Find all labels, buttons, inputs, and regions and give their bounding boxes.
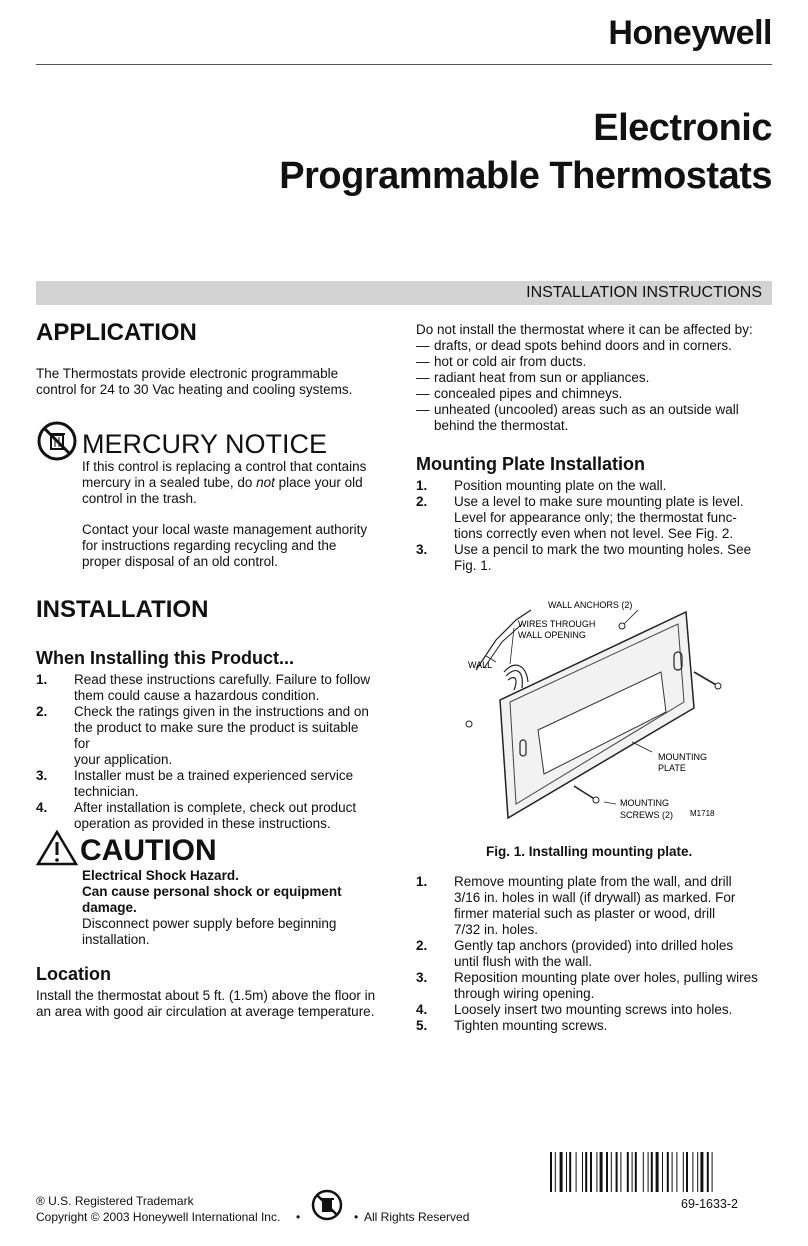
installation-instructions-bar	[36, 281, 772, 305]
item-number: 2.	[416, 494, 428, 509]
list-item	[416, 874, 776, 938]
item-line: 7/32 in. holes.	[454, 922, 539, 937]
barcode-bar	[616, 1152, 618, 1192]
barcode-bar	[560, 1152, 563, 1192]
mercury-line-2-b: place your old	[274, 475, 363, 490]
item-line: tions correctly even when not level. See Fig. 2.	[454, 526, 734, 541]
barcode-bars	[550, 1152, 713, 1192]
screw-bottom-head	[593, 797, 599, 803]
item-number: 1.	[36, 672, 48, 687]
barcode	[550, 1152, 772, 1192]
item-number: 1.	[416, 874, 428, 889]
barcode-bar	[648, 1152, 649, 1192]
avoid-intro: Do not install the thermostat where it can be affected by:	[416, 322, 753, 337]
location-heading: Location	[36, 964, 111, 984]
item-line: Read these instructions carefully. Failure to follow	[74, 672, 371, 687]
mounting-plate-figure	[456, 590, 756, 830]
item-line: Reposition mounting plate over holes, pulling wires	[454, 970, 758, 985]
item-line: Tighten mounting screws.	[454, 1018, 608, 1033]
item-line: behind the thermostat.	[434, 418, 569, 433]
barcode-bar	[555, 1152, 556, 1192]
mercury-notice-body-2	[82, 522, 367, 570]
item-number: 2.	[36, 704, 48, 719]
barcode-bar	[697, 1152, 698, 1192]
barcode-bar	[611, 1152, 612, 1192]
barcode-bar	[569, 1152, 571, 1192]
barcode-bar	[596, 1152, 597, 1192]
list-item	[36, 704, 376, 768]
item-number: 4.	[416, 1002, 428, 1017]
item-line: them could cause a hazardous condition.	[74, 688, 320, 703]
label-screws-1: MOUNTING	[620, 798, 669, 808]
item-line: the product to make sure the product is suitable for	[74, 720, 359, 751]
label-screws-2: SCREWS (2)	[620, 810, 674, 820]
list-item	[416, 938, 776, 970]
barcode-bar	[600, 1152, 603, 1192]
location-body	[36, 988, 375, 1020]
application-line-1: The Thermostats provide electronic programmable	[36, 366, 339, 381]
screw-bottom	[574, 786, 596, 800]
item-line: Use a pencil to mark the two mounting holes. See	[454, 542, 752, 557]
item-dash: —	[416, 402, 430, 417]
caution-line-1: Disconnect power supply before beginning	[82, 916, 337, 931]
label-wall: WALL	[468, 660, 493, 670]
list-item	[416, 970, 776, 1002]
footer-bullet-1: •	[296, 1210, 301, 1224]
figure-caption: Fig. 1. Installing mounting plate.	[486, 844, 693, 859]
barcode-bar	[676, 1152, 677, 1192]
item-line: After installation is complete, check out product	[74, 800, 357, 815]
item-number: 3.	[416, 542, 428, 557]
caution-body	[82, 868, 342, 948]
barcode-bar	[632, 1152, 633, 1192]
item-line: unheated (uncooled) areas such as an outside wall	[434, 402, 739, 417]
list-item	[416, 386, 776, 402]
mounting-steps-a	[416, 478, 776, 574]
installation-list	[36, 672, 376, 832]
item-line: 3/16 in. holes in wall (if drywall) as marked. For	[454, 890, 736, 905]
label-figure-code: M1718	[690, 809, 715, 818]
list-item	[36, 800, 376, 832]
item-line: Level for appearance only; the thermostat func-	[454, 510, 737, 525]
barcode-bar	[667, 1152, 669, 1192]
item-dash: —	[416, 354, 430, 369]
mounting-plate-heading: Mounting Plate Installation	[416, 454, 645, 474]
label-wall-anchors: WALL ANCHORS (2)	[548, 600, 633, 610]
barcode-bar	[707, 1152, 709, 1192]
title-line-2: Programmable Thermostats	[279, 155, 772, 197]
wire	[508, 678, 516, 690]
footer-rights: All Rights Reserved	[364, 1210, 470, 1224]
application-line-2: control for 24 to 30 Vac heating and cooling systems.	[36, 382, 353, 397]
barcode-bar	[582, 1152, 583, 1192]
label-wires-1: WIRES THROUGH	[518, 619, 596, 629]
mercury-line-3: control in the trash.	[82, 491, 197, 506]
footer-copyright: Copyright © 2003 Honeywell International Inc.	[36, 1210, 281, 1224]
list-item	[416, 1018, 776, 1034]
label-wires-2: WALL OPENING	[518, 630, 586, 640]
installation-heading: INSTALLATION	[36, 596, 209, 623]
list-item	[416, 354, 776, 370]
installation-instructions-label: INSTALLATION INSTRUCTIONS	[526, 284, 762, 301]
application-body	[36, 366, 352, 398]
application-heading: APPLICATION	[36, 319, 197, 346]
barcode-bar	[686, 1152, 688, 1192]
caution-bold-line-3: damage.	[82, 900, 137, 915]
barcode-bar	[692, 1152, 693, 1192]
item-number: 5.	[416, 1018, 428, 1033]
item-line: through wiring opening.	[454, 986, 595, 1001]
list-item	[416, 338, 776, 354]
barcode-bar	[550, 1152, 552, 1192]
item-line: operation as provided in these instructions.	[74, 816, 331, 831]
item-line: Fig. 1.	[454, 558, 492, 573]
wall-anchor	[466, 721, 472, 727]
item-line: concealed pipes and chimneys.	[434, 386, 623, 401]
brand-logo: Honeywell	[608, 14, 772, 52]
item-number: 2.	[416, 938, 428, 953]
item-line: Loosely insert two mounting screws into holes.	[454, 1002, 733, 1017]
mounting-steps-b	[416, 874, 776, 1034]
item-line: your application.	[74, 752, 173, 767]
item-line: Position mounting plate on the wall.	[454, 478, 667, 493]
barcode-bar	[651, 1152, 653, 1192]
list-item	[416, 402, 776, 434]
caution-bold-line-1: Electrical Shock Hazard.	[82, 868, 239, 883]
avoid-list	[416, 322, 776, 434]
leader-line	[604, 802, 616, 804]
item-number: 3.	[416, 970, 428, 985]
item-dash: —	[416, 386, 430, 401]
leader-line	[632, 742, 652, 752]
mercury-line-2-a: mercury in a sealed tube, do	[82, 475, 257, 490]
barcode-bar	[656, 1152, 659, 1192]
item-line: firmer material such as plaster or wood, drill	[454, 906, 716, 921]
item-dash: —	[416, 338, 430, 353]
barcode-bar	[620, 1152, 621, 1192]
location-line-1: Install the thermostat about 5 ft. (1.5m) above the floor in	[36, 988, 376, 1003]
list-item	[36, 768, 376, 800]
caution-bold-line-2: Can cause personal shock or equipment	[82, 884, 342, 899]
barcode-bar	[672, 1152, 673, 1192]
mercury-line-1: If this control is replacing a control that contains	[82, 459, 367, 474]
footer-trademark: ® U.S. Registered Trademark	[36, 1194, 194, 1208]
item-line: Check the ratings given in the instructions and on	[74, 704, 369, 719]
caution-line-2: installation.	[82, 932, 150, 947]
when-installing-heading: When Installing this Product...	[36, 648, 295, 668]
barcode-bar	[627, 1152, 629, 1192]
mercury-line-2	[82, 475, 366, 491]
list-item	[36, 672, 376, 704]
no-trash-icon	[36, 420, 78, 462]
mercury-notice-heading: MERCURY NOTICE	[82, 429, 328, 459]
warning-triangle-icon	[36, 830, 78, 866]
barcode-bar	[683, 1152, 684, 1192]
mercury-line-2-em: not	[256, 475, 275, 490]
item-line: Use a level to make sure mounting plate is level.	[454, 494, 744, 509]
footer-bullet-2: •	[354, 1210, 359, 1224]
label-plate-2: PLATE	[658, 763, 686, 773]
item-line: Remove mounting plate from the wall, and drill	[454, 874, 732, 889]
document-number: 69-1633-2	[681, 1197, 738, 1211]
barcode-bar	[662, 1152, 663, 1192]
barcode-bar	[700, 1152, 703, 1192]
barcode-bar	[635, 1152, 637, 1192]
recycle-no-trash-icon	[310, 1188, 344, 1222]
item-dash: —	[416, 370, 430, 385]
mercury-p2-line-2: for instructions regarding recycling and the	[82, 538, 337, 553]
list-item	[416, 494, 776, 542]
item-number: 3.	[36, 768, 48, 783]
barcode-bar	[590, 1152, 592, 1192]
label-plate-1: MOUNTING	[658, 752, 707, 762]
list-item	[416, 542, 776, 574]
leader-line	[624, 610, 638, 624]
item-line: drafts, or dead spots behind doors and in corners.	[434, 338, 732, 353]
list-item	[416, 1002, 776, 1018]
item-line: Gently tap anchors (provided) into drilled holes	[454, 938, 734, 953]
header-divider	[36, 64, 772, 65]
screw-right	[694, 672, 718, 686]
list-item	[416, 478, 776, 494]
list-item	[416, 370, 776, 386]
item-line: until flush with the wall.	[454, 954, 593, 969]
caution-heading: CAUTION	[80, 834, 217, 867]
item-line: hot or cold air from ducts.	[434, 354, 587, 369]
location-line-2: an area with good air circulation at average temperature.	[36, 1004, 375, 1019]
page-title	[279, 104, 772, 200]
mercury-p2-line-3: proper disposal of an old control.	[82, 554, 278, 569]
barcode-bar	[606, 1152, 608, 1192]
title-line-1: Electronic	[593, 107, 772, 149]
barcode-bar	[566, 1152, 567, 1192]
barcode-bar	[585, 1152, 587, 1192]
item-line: technician.	[74, 784, 139, 799]
item-number: 4.	[36, 800, 48, 815]
barcode-bar	[576, 1152, 577, 1192]
mercury-p2-line-1: Contact your local waste management authority	[82, 522, 368, 537]
item-number: 1.	[416, 478, 428, 493]
barcode-bar	[712, 1152, 713, 1192]
item-line: radiant heat from sun or appliances.	[434, 370, 650, 385]
item-line: Installer must be a trained experienced service	[74, 768, 354, 783]
mercury-notice-body-1	[82, 459, 366, 507]
barcode-bar	[643, 1152, 644, 1192]
screw-right-head	[715, 683, 721, 689]
